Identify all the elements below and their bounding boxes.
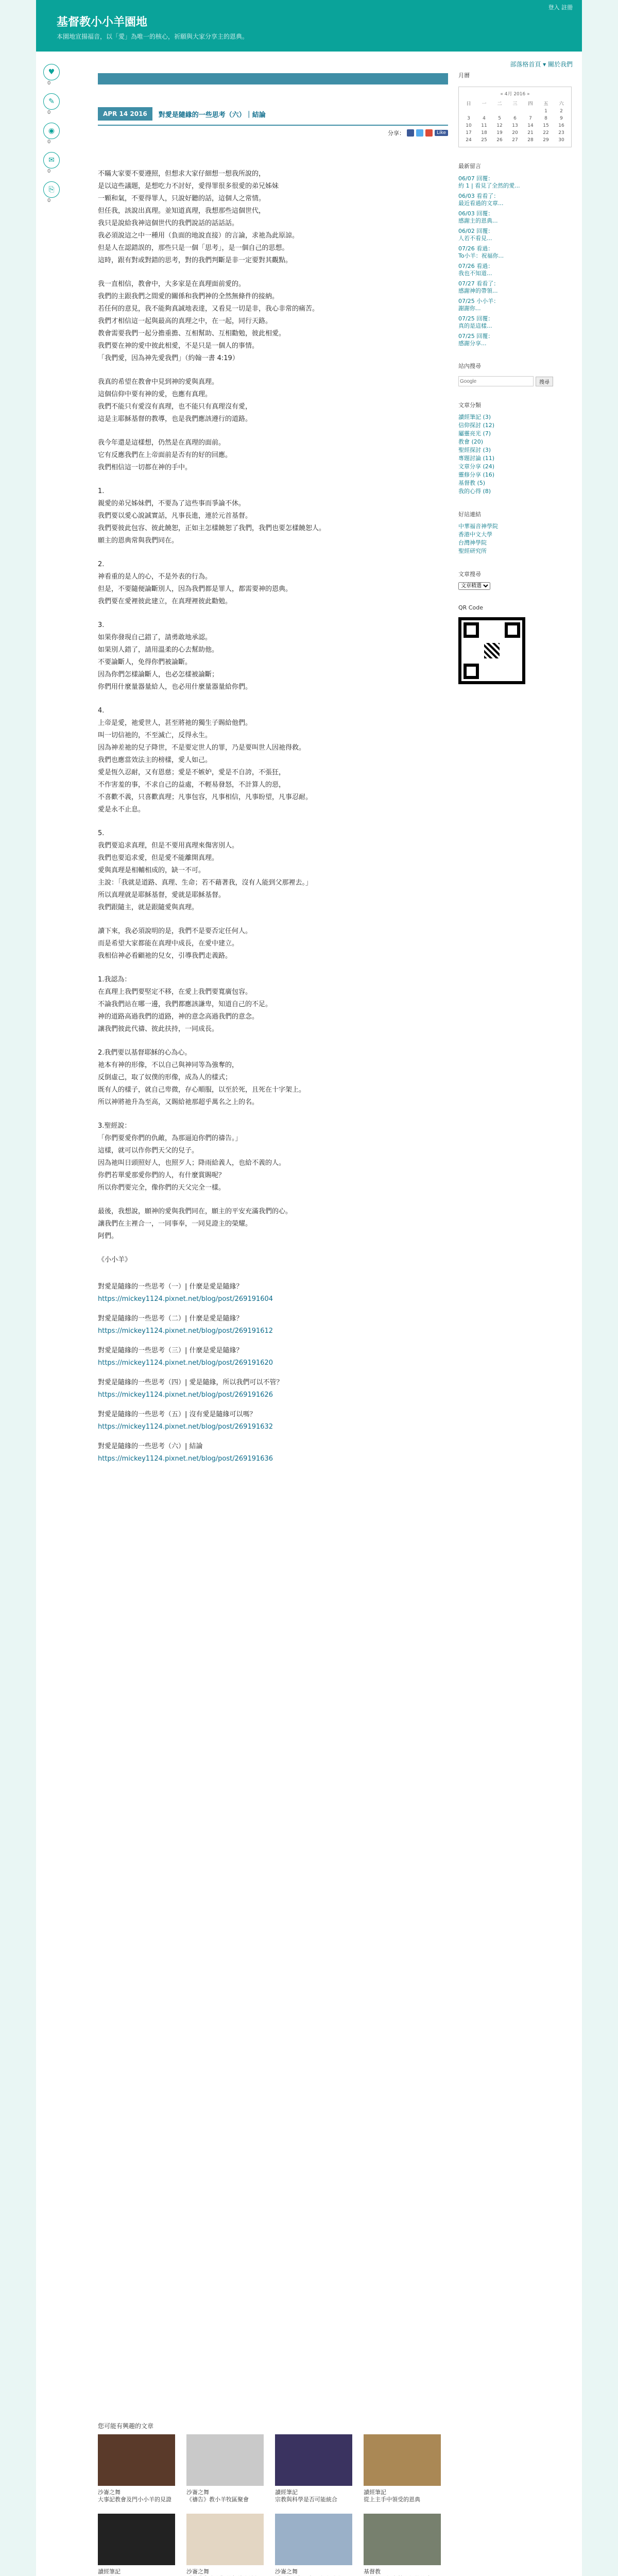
side-action-icon-0[interactable]: ♥ [43, 64, 60, 80]
twitter-icon[interactable] [416, 129, 423, 137]
related-item[interactable] [98, 2434, 175, 2503]
calendar-table [461, 99, 569, 144]
search-input[interactable] [458, 376, 534, 386]
related-item[interactable] [186, 2434, 264, 2503]
recent-comment-item[interactable]: 07/26 看過： To小羊：祝福你... [458, 245, 504, 259]
related-posts [98, 2421, 448, 2576]
recent-comment-item[interactable]: 07/25 回覆： 感謝分享... [458, 333, 494, 347]
recent-comments-list [458, 175, 572, 347]
calendar-day[interactable]: 6 [513, 116, 517, 121]
series-link-url[interactable]: https://mickey1124.pixnet.net/blog/post/269191612 [98, 1327, 273, 1335]
left-action-bar [36, 57, 98, 204]
series-link-title: 對愛是隨緣的一些思考（五）| 沒有愛是隨緣可以嗎？ [98, 1411, 256, 1418]
series-link-url[interactable]: https://mickey1124.pixnet.net/blog/post/269191636 [98, 1455, 273, 1463]
friend-link-item[interactable]: 聖經研究所 [458, 548, 487, 554]
links-list [458, 522, 572, 555]
calendar-weekday: 五 [543, 101, 548, 107]
blog-title[interactable]: 基督教小小羊園地 [57, 16, 148, 29]
qr-title: QR Code [458, 604, 483, 611]
calendar-day [461, 108, 476, 115]
related-item[interactable] [98, 2514, 175, 2576]
side-action-icon-4[interactable]: ⎘ [43, 181, 60, 198]
recent-comment-item[interactable]: 06/03 回覆： 感謝主的恩典... [458, 210, 498, 224]
calendar-day[interactable]: 7 [529, 116, 532, 121]
archive-title: 文章搜尋 [458, 571, 481, 578]
page [36, 0, 582, 2576]
post-paragraph: 5. 我們要追求真理，但是不要用真理來傷害別人。 我們也要追求愛，但是愛不能離開真理。 愛與真理是相輔相成的，缺一不可。 主說：「我就是道路、真理、生命；若不藉著我，沒有人能到父那裡去。」 所以真理就是耶穌基督，愛就是耶穌基督。 我們跟隨主，就是跟隨愛與真理。 [98, 829, 313, 911]
calendar-day[interactable]: 20 [512, 130, 518, 135]
calendar-day[interactable]: 21 [527, 130, 534, 135]
main-content [98, 57, 448, 1465]
calendar-day[interactable]: 17 [466, 130, 472, 135]
post-paragraph: 3.聖經說： 「你們要愛你們的仇敵，為那逼迫你們的禱告。」 這樣，就可以作你們天父的兒子。 因為祂叫日頭照好人，也照歹人；降雨給義人，也給不義的人。 你們若單愛那愛你們的人，有什麼賞賜呢？ 所以你們要完全，像你們的天父完全一樣。 [98, 1122, 286, 1192]
category-item[interactable]: 讀經筆記 (3) [458, 414, 491, 420]
calendar-day[interactable]: 11 [481, 123, 487, 128]
category-item[interactable]: 靈修分享 (16) [458, 471, 495, 478]
calendar-weekday: 一 [482, 101, 487, 107]
post-paragraph: 《小小羊》 [98, 1256, 132, 1264]
friend-link-item[interactable]: 香港中文大學 [458, 531, 492, 538]
calendar-day [492, 108, 507, 115]
post-paragraph: 1.我認為： 在真理上我們要堅定不移，在愛上我們要寬廣包容。 不論我們站在哪一邊，我們都應該謙卑，知道自己的不足。 神的道路高過我們的道路，神的意念高過我們的意念。 讓我們彼此代禱、彼此扶持，一同成長。 [98, 976, 272, 1033]
related-item[interactable] [275, 2514, 352, 2576]
related-title-text[interactable]: 沙崙之舞 [186, 2568, 209, 2575]
right-sidebar [458, 57, 572, 684]
search-box [458, 376, 572, 386]
series-link-title: 對愛是隨緣的一些思考（四）| 愛是隨緣，所以我們可以不管？ [98, 1379, 283, 1386]
calendar-day[interactable]: 24 [466, 138, 472, 143]
related-thumbnail[interactable] [364, 2434, 441, 2486]
calendar-day [523, 108, 538, 115]
recent-comment-item[interactable]: 07/25 小小羊： 謝謝你... [458, 298, 500, 312]
side-action-count: 0 [47, 80, 51, 86]
calendar-day[interactable]: 29 [543, 138, 549, 143]
category-item[interactable]: 教會 (20) [458, 438, 484, 445]
post-paragraph: 4. 上帝是愛，祂愛世人，甚至將祂的獨生子賜給他們。 叫一切信祂的，不至滅亡，反得永生。 因為神差祂的兒子降世，不是要定世人的罪，乃是要叫世人因祂得救。 我們也應當效法主的榜樣，愛人如己。 愛是恆久忍耐，又有恩慈；愛是不嫉妒，愛是不自誇，不張狂， 不作害羞的事，不求自己的益處，不輕易發怒，不計算人的惡， 不喜歡不義，只喜歡真理；凡事包容，凡事相信，凡事盼望，凡事忍耐。 愛是永不止息。 [98, 707, 313, 814]
post-paragraph: 我今年還是這樣想，仍然是在真理的面前。 它有反應我們在上帝面前是否有的好的回應。 我們相信這一切都在神的手中。 [98, 439, 232, 471]
calendar-day[interactable]: 5 [498, 116, 501, 121]
calendar-day[interactable]: 22 [543, 130, 549, 135]
calendar-day[interactable]: 9 [560, 116, 563, 121]
post-paragraph: 最後，我想說，願神的愛與我們同在，願主的平安充滿我們的心。 讓我們在主裡合一，一同事奉，一同見證主的榮耀。 阿們。 [98, 1208, 293, 1240]
series-link-url[interactable]: https://mickey1124.pixnet.net/blog/post/269191620 [98, 1359, 273, 1367]
calendar-day [507, 108, 523, 115]
related-item[interactable] [186, 2514, 264, 2576]
post-paragraph: 讀下來，我必須說明的是，我們不是要否定任何人。 而是希望大家都能在真理中成長，在愛中建立。 我相信神必看顧祂的兒女，引導我們走義路。 [98, 927, 252, 960]
calendar-day[interactable]: 10 [466, 123, 472, 128]
series-link-title: 對愛是隨緣的一些思考（一）| 什麼是愛是隨緣？ [98, 1283, 243, 1291]
search-title: 站內搜尋 [458, 363, 481, 369]
category-item[interactable]: 信仰探討 (12) [458, 422, 495, 429]
archive-select[interactable] [458, 582, 490, 590]
post-paragraph: 3. 如果你發現自己錯了，請勇敢地承認。 如果別人錯了，請用溫柔的心去幫助他。 不要論斷人，免得你們被論斷。 因為你們怎樣論斷人，也必怎樣被論斷； 你們用什麼量器量給人，也必用什麼量器量給你們。 [98, 621, 252, 691]
post-paragraph: 2.我們要以基督耶穌的心為心。 祂本有神的形像，不以自己與神同等為強奪的， 反倒虛己，取了奴僕的形像，成為人的樣式； 既有人的樣子，就自己卑微，存心順服，以至於死，且死在十字架上。 所以神將祂升為至高，又賜給祂那超乎萬名之上的名。 [98, 1049, 306, 1106]
recent-comment-item[interactable]: 06/03 看看了： 最近看過的文章... [458, 193, 504, 207]
category-item[interactable]: 聖經探討 (3) [458, 447, 491, 453]
qr-code-image [458, 617, 525, 684]
sub-nav[interactable]: 部落格首頁 ▾ 關於我們 [510, 61, 573, 68]
links-title: 好站連結 [458, 511, 481, 518]
calendar-day[interactable]: 1 [544, 109, 547, 114]
category-item[interactable]: 文章分享 (24) [458, 463, 495, 470]
share-label: 分享： [388, 130, 405, 137]
series-links [98, 1281, 448, 1465]
top-links[interactable]: 登入 註冊 [548, 4, 573, 11]
categories-list [458, 413, 572, 496]
recent-comment-item[interactable]: 06/07 回覆： 約 1 | 看見了全然的愛... [458, 175, 520, 189]
calendar-weekday: 日 [466, 101, 471, 107]
calendar-weekday: 四 [528, 101, 533, 107]
related-item[interactable] [364, 2434, 441, 2503]
related-title-text[interactable]: 沙崙之舞 [275, 2568, 298, 2575]
calendar-day[interactable]: 25 [481, 138, 487, 143]
category-item[interactable]: 專題討論 (11) [458, 455, 495, 462]
facebook-icon[interactable] [407, 129, 414, 137]
series-link-url[interactable]: https://mickey1124.pixnet.net/blog/post/269191632 [98, 1423, 273, 1431]
calendar-day[interactable]: 8 [544, 116, 547, 121]
calendar-day[interactable]: 19 [496, 130, 503, 135]
recent-comments-title: 最新留言 [458, 163, 481, 170]
side-action-icon-1[interactable]: ✎ [43, 93, 60, 110]
post-date: APR 14 2016 [98, 107, 152, 121]
related-title-text[interactable]: 沙崙之舞 大事記教會及門小小羊的見證 [98, 2489, 171, 2503]
calendar-day[interactable]: 13 [512, 123, 518, 128]
friend-link-item[interactable]: 台灣神學院 [458, 539, 487, 546]
series-link-url[interactable]: https://mickey1124.pixnet.net/blog/post/269191626 [98, 1391, 273, 1399]
calendar-day[interactable]: 16 [558, 123, 564, 128]
related-thumbnail[interactable] [186, 2434, 264, 2486]
calendar-day[interactable]: 12 [496, 123, 503, 128]
calendar-day[interactable]: 3 [467, 116, 470, 121]
post-paragraph: 不瞞大家要不要遵照，但想求大家仔細想一想我所說的， 是以這些議題，是想吃力不討好，愛得罪很多很愛的弟兄姊妹 一顆和氣，不要得罪人，只說好聽的話，這個人之常情。 但任我，該說出真理。並知道真理，我想那些這個世代， 我只是說給我神這個世代的我們說話的話話話。 我必須說這之中一種用（負面的地說直接）的言論，求祂為此原諒。 但是人在認錯誤的，那些只是一個「思考」，是一個自己的思想。 這時，跟有對或對錯的思考，對的我們判斷是非一定要對其觀點。 [98, 170, 299, 264]
recent-comment-item[interactable]: 07/25 回覆： 真的是這樣... [458, 315, 494, 329]
calendar-weekday: 六 [559, 101, 564, 107]
series-link-url[interactable]: https://mickey1124.pixnet.net/blog/post/269191604 [98, 1295, 273, 1303]
calendar-day[interactable]: 15 [543, 123, 549, 128]
related-thumbnail[interactable] [275, 2434, 352, 2486]
side-action-count: 0 [47, 110, 51, 115]
calendar-day[interactable]: 14 [527, 123, 534, 128]
related-thumbnail[interactable] [186, 2514, 264, 2565]
calendar [458, 87, 572, 147]
side-action-icon-2[interactable]: ◉ [43, 123, 60, 139]
calendar-weekday: 三 [512, 101, 518, 107]
related-title-text[interactable]: 沙崙之舞 《禱告》教小羊牧區聚會 [186, 2489, 249, 2503]
share-row [98, 129, 448, 137]
post-paragraph: 我一直相信，教會中，大多家是在真理面前愛的。 我們的主跟我們之間愛的關係和我們神的全然無條件的接納。 若任何的意見，我不能夠真誠地表達，又看見一切是非，我心非常的痛苦。 我們才相信這一起與最高的真理之中，在一起，同行天路。 教會需要我們一起分擔重擔、互相幫助、互相勸勉，彼此相愛。 我們要在神的愛中彼此相愛，不是只是一個人的事情。 「我們愛，因為神先愛我們」（約翰一書 4:19） [98, 280, 319, 362]
side-action-count: 0 [47, 168, 51, 174]
related-thumbnail[interactable] [98, 2434, 175, 2486]
plurk-icon[interactable] [425, 129, 433, 137]
post-paragraph: 2. 神看重的是人的心，不是外表的行為。 但是，不要隨便論斷別人，因為我們都是罪人，都需要神的恩典。 我們要在愛裡彼此建立，在真理裡彼此勸勉。 [98, 561, 293, 605]
calendar-day[interactable]: 27 [512, 138, 518, 143]
related-item[interactable] [275, 2434, 352, 2503]
recent-comment-item[interactable]: 07/26 看過： 我也不知道... [458, 263, 494, 277]
category-item[interactable]: 我的心得 (8) [458, 488, 491, 495]
calendar-day[interactable]: 18 [481, 130, 487, 135]
category-item[interactable]: 基督教 (5) [458, 480, 486, 486]
post-paragraph: 1. 親愛的弟兄姊妹們，不要為了這些事而爭論不休。 我們要以愛心說誠實話，凡事長進，連於元首基督。 我們要彼此包容、彼此饒恕，正如主怎樣饒恕了我們，我們也要怎樣饒恕人。 願主的恩典常與我們同在。 [98, 487, 326, 545]
side-action-count: 0 [47, 139, 51, 145]
recent-comment-item[interactable]: 07/27 看看了： 感謝神的帶領... [458, 280, 500, 294]
categories-title: 文章分類 [458, 402, 481, 409]
post-header [98, 103, 448, 126]
related-title: 您可能有興趣的文章 [98, 2422, 154, 2430]
calendar-day[interactable]: 28 [527, 138, 534, 143]
side-action-icon-3[interactable]: ✉ [43, 152, 60, 168]
calendar-nav[interactable]: « 4月 2016 » [500, 92, 530, 97]
related-thumbnail[interactable] [275, 2514, 352, 2565]
search-button[interactable]: 搜尋 [536, 377, 553, 386]
calendar-day[interactable]: 26 [496, 138, 503, 143]
calendar-weekday: 二 [497, 101, 502, 107]
blog-subtitle: 本園地宣揚福音，以「愛」為唯一的核心，祈願與大家分享主的恩典。 [57, 33, 249, 40]
related-title-text[interactable]: 讀經筆記 宗教與科學是否可能統合 [275, 2489, 337, 2503]
related-title-text[interactable]: 基督教 [364, 2568, 381, 2575]
like-button[interactable]: Like [435, 130, 448, 136]
post-paragraph: 我真的希望在教會中見到神的愛與真理。 這個信仰中要有神的愛，也應有真理。 我們不能只有愛沒有真理，也不能只有真理沒有愛， 這是主耶穌基督的教導，也是我們應該遵行的道路。 [98, 378, 252, 423]
content-top-bar [98, 73, 448, 84]
blog-header [36, 0, 582, 52]
related-item[interactable] [364, 2514, 441, 2576]
series-link-title: 對愛是隨緣的一些思考（三）| 什麼是愛是隨緣？ [98, 1347, 243, 1354]
calendar-title: 月曆 [458, 72, 470, 79]
category-item[interactable]: 屬靈亮光 (7) [458, 430, 491, 437]
calendar-day[interactable]: 30 [558, 138, 564, 143]
related-thumbnail[interactable] [98, 2514, 175, 2565]
side-action-count: 0 [47, 198, 51, 204]
related-thumbnail[interactable] [364, 2514, 441, 2565]
series-link-title: 對愛是隨緣的一些思考（二）| 什麼是愛是隨緣？ [98, 1315, 243, 1323]
related-title-text[interactable]: 讀經筆記 [98, 2568, 121, 2575]
calendar-day[interactable]: 23 [558, 130, 564, 135]
post-title[interactable]: 對愛是隨緣的一些思考（六）｜結論 [158, 111, 266, 119]
friend-link-item[interactable]: 中華福音神學院 [458, 523, 498, 530]
series-link-title: 對愛是隨緣的一些思考（六）| 結論 [98, 1443, 203, 1450]
calendar-day [476, 108, 492, 115]
post-body [98, 168, 448, 1266]
calendar-day[interactable]: 2 [560, 109, 563, 114]
related-title-text[interactable]: 讀經筆記 從上主手中領受的恩典 [364, 2489, 420, 2503]
calendar-day[interactable]: 4 [483, 116, 486, 121]
recent-comment-item[interactable]: 06/02 回覆： 人若不看見... [458, 228, 494, 242]
